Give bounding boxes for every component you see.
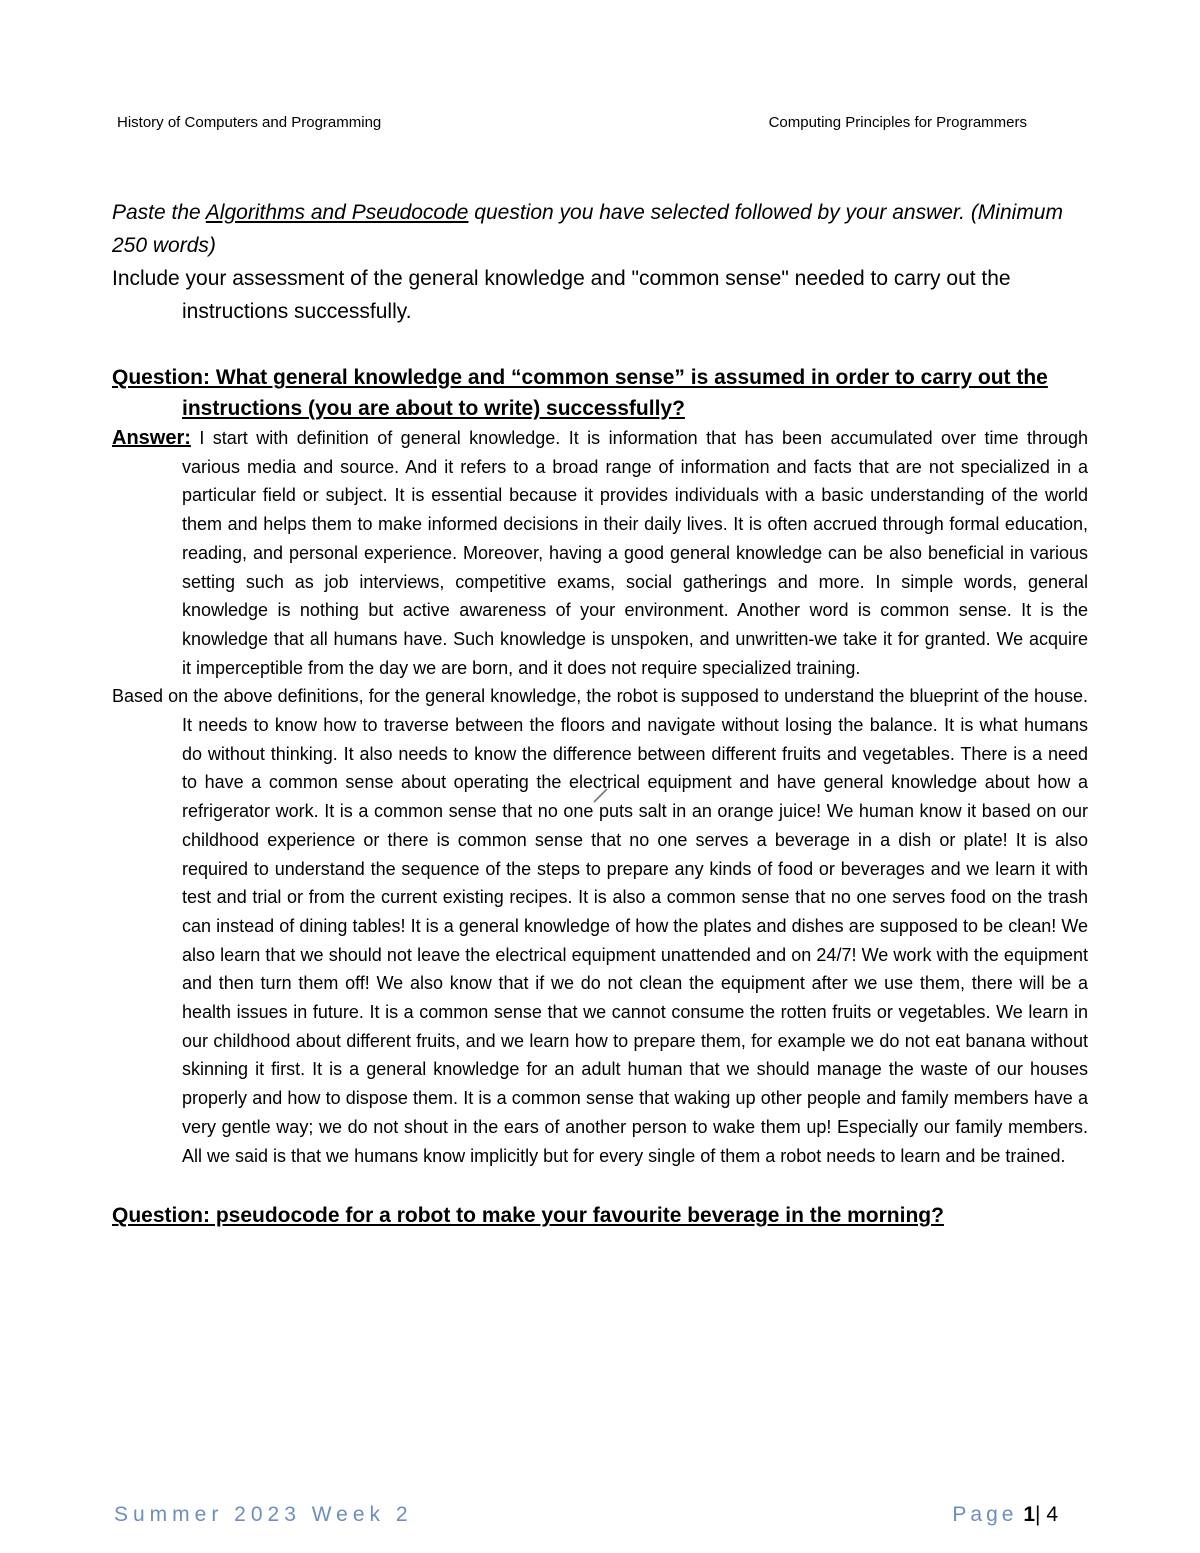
footer-term: Summer 2023 Week 2 — [114, 1503, 413, 1526]
footer-page-indicator — [952, 1503, 1058, 1527]
answer-label: Answer: — [112, 427, 191, 449]
robot-knowledge-paragraph: Based on the above definitions, for the general knowledge, the robot is supposed to understand the blueprint of the house. It needs to know how to traverse between the floors and navigate without losing the balance. It is what humans do without thinking. It also needs to know the difference between different fruits and vegetables. There is a need to have a common sense about operating the electrical equipment and have general knowledge about how a refrigerator work. It is a common sense that no one puts salt in an orange juice! We human know it based on our childhood experience or there is common sense that no one serves a beverage in a dish or plate! It is also required to understand the sequence of the steps to prepare any kinds of food or beverages and we learn it with test and trial or from the current existing recipes. It is also a common sense that no one serves food on the trash can instead of dining tables! It is a general knowledge of how the plates and dishes are supposed to be clean! We also learn that we should not leave the electrical equipment unattended and on 24/7! We work with the equipment and then turn them off! We also know that if we do not clean the equipment after we use them, there will be a health issues in future. It is a common sense that we cannot consume the rotten fruits or vegetables. We learn in our childhood about different fruits, and we learn how to prepare them, for example we do not eat banana without skinning it first. It is a general knowledge for an adult human that we should manage the waste of our houses properly and how to dispose them. It is a common sense that waking up other people and family members have a very gentle way; we do not shout in the ears of another person to wake them up! Especially our family members. All we said is that we humans know implicitly but for every single of them a robot needs to learn and be trained. — [112, 686, 1088, 1166]
instruction-paste-question — [112, 196, 1088, 262]
document-body — [112, 196, 1088, 1231]
footer-page-number: 1 — [1023, 1503, 1035, 1526]
instruction-assessment: Include your assessment of the general knowledge and "common sense" needed to carry out the instructions successfully. — [112, 267, 1011, 323]
instruction-suffix: question you have selected followed by your answer. (Minimum 250 words) — [112, 201, 1063, 257]
answer-text: I start with definition of general knowledge. It is information that has been accumulated over time through various media and source. And it refers to a broad range of information and facts that are not specialized in a particular field or subject. It is essential because it provides individuals with a basic understanding of the world them and helps them to make informed decisions in their daily lives. It is often accrued through formal education, reading, and personal experience. Moreover, having a good general knowledge can be also beneficial in various setting such as job interviews, competitive exams, social gatherings and more. In simple words, general knowledge is nothing but active awareness of your environment. Another word is common sense. It is the knowledge that all humans have. Such knowledge is unspoken, and unwritten-we take it for granted. We acquire it imperceptible from the day we are born, and it does not require specialized training. — [182, 428, 1088, 678]
header-module-title: Computing Principles for Programmers — [768, 114, 1027, 131]
text-cursor-icon — [592, 786, 610, 804]
footer-page-label: Page — [952, 1503, 1018, 1526]
footer-separator: | — [1035, 1503, 1041, 1526]
page-footer — [114, 1503, 1058, 1531]
page-header — [117, 114, 1027, 136]
footer-page-total: 4 — [1046, 1503, 1058, 1526]
header-course-title: History of Computers and Programming — [117, 114, 382, 131]
question-pseudocode: Question: pseudocode for a robot to make your favourite beverage in the morning? — [112, 1204, 944, 1228]
answer-paragraph — [112, 424, 1088, 682]
question-general-knowledge: Question: What general knowledge and “common sense” is assumed in order to carry out the instructions (you are about to write) successfully? — [112, 366, 1048, 420]
instruction-topic-link: Algorithms and Pseudocode — [205, 201, 469, 224]
instruction-prefix: Paste the — [112, 201, 206, 224]
